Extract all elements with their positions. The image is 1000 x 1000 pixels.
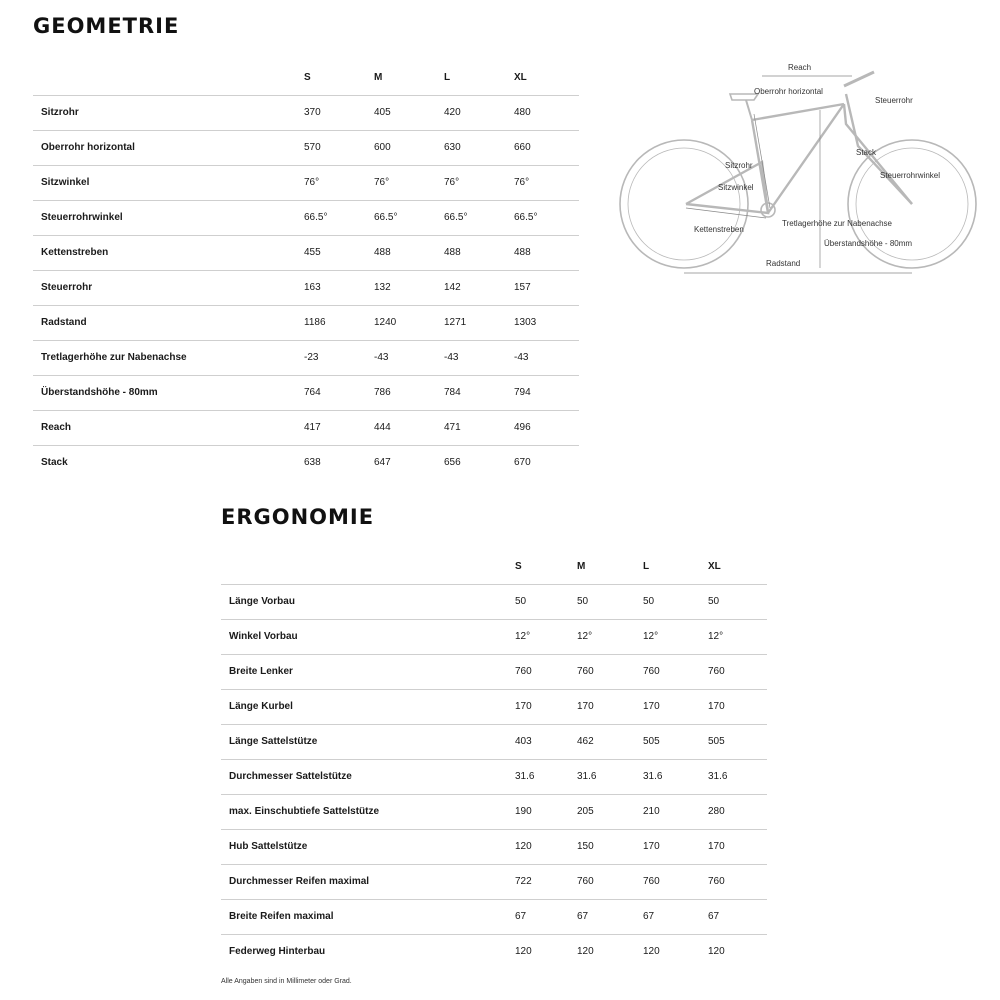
cell-value: 280 [708, 806, 725, 817]
cell-value: 67 [708, 911, 720, 922]
rear-wheel [620, 140, 748, 268]
cell-value: 170 [577, 701, 594, 712]
row-label: Oberrohr horizontal [41, 142, 135, 153]
row-label: Breite Lenker [229, 666, 293, 677]
cell-value: 67 [515, 911, 527, 922]
row-label: max. Einschubtiefe Sattelstütze [229, 806, 380, 817]
row-label: Kettenstreben [41, 247, 109, 258]
label-steuerrohr: Steuerrohr [875, 96, 913, 105]
cell-value: 370 [304, 107, 321, 118]
row-label: Stack [41, 457, 68, 468]
row-label: Breite Reifen maximal [229, 911, 334, 922]
table-row [221, 690, 767, 725]
cell-value: 471 [444, 422, 461, 433]
row-label: Radstand [41, 317, 87, 328]
footnote: Alle Angaben sind in Millimeter oder Grad. [221, 978, 352, 985]
ergonomics-header-label [221, 550, 515, 585]
cell-value: 794 [514, 387, 531, 398]
label-sitzwinkel: Sitzwinkel [718, 183, 754, 192]
cell-value: 405 [374, 107, 391, 118]
seatpost [746, 100, 752, 120]
cell-value: 660 [514, 142, 531, 153]
cell-value: 656 [444, 457, 461, 468]
seat-tube-dimension [754, 114, 770, 208]
cell-value: 132 [374, 282, 391, 293]
cell-value: 170 [643, 841, 660, 852]
geometry-header-size: XL [514, 72, 527, 83]
cell-value: 50 [643, 596, 655, 607]
row-label: Sitzwinkel [41, 177, 90, 188]
cell-value: 455 [304, 247, 321, 258]
table-row [33, 411, 579, 446]
row-label: Überstandshöhe - 80mm [41, 387, 158, 398]
cell-value: 600 [374, 142, 391, 153]
cell-value: 760 [643, 876, 660, 887]
geometry-header-size: M [374, 72, 383, 83]
label-sitzrohr: Sitzrohr [725, 161, 753, 170]
cell-value: 66.5° [514, 212, 538, 223]
cell-value: 647 [374, 457, 391, 468]
table-row [221, 620, 767, 655]
cell-value: 120 [515, 946, 532, 957]
cell-value: 505 [643, 736, 660, 747]
cell-value: 12° [708, 631, 724, 642]
cell-value: 50 [515, 596, 527, 607]
label-oberrohr: Oberrohr horizontal [754, 87, 823, 96]
cell-value: 488 [444, 247, 461, 258]
cell-value: 67 [643, 911, 655, 922]
geometry-header-row [33, 61, 579, 96]
row-label: Federweg Hinterbau [229, 946, 326, 957]
cell-value: 50 [577, 596, 589, 607]
bike-frame [686, 104, 912, 213]
cell-value: 66.5° [304, 212, 328, 223]
cell-value: 480 [514, 107, 531, 118]
table-row [221, 585, 767, 620]
cell-value: 66.5° [374, 212, 398, 223]
table-row [33, 376, 579, 411]
table-row [221, 935, 767, 970]
geometry-header-size: L [444, 72, 451, 83]
cell-value: 205 [577, 806, 594, 817]
cell-value: 120 [708, 946, 725, 957]
cell-value: 120 [577, 946, 594, 957]
table-row [33, 341, 579, 376]
label-stack: Stack [856, 148, 877, 157]
table-row [221, 795, 767, 830]
table-row [221, 900, 767, 935]
cell-value: 142 [444, 282, 461, 293]
ergonomics-section-title: ERGONOMIE [221, 505, 375, 529]
cell-value: 670 [514, 457, 531, 468]
row-label: Länge Kurbel [229, 701, 293, 712]
table-row [221, 655, 767, 690]
cell-value: 505 [708, 736, 725, 747]
label-steuerrohrwinkel: Steuerrohrwinkel [880, 171, 941, 180]
table-row [33, 306, 579, 341]
cell-value: 444 [374, 422, 391, 433]
cell-value: 12° [643, 631, 659, 642]
table-row [33, 271, 579, 306]
cell-value: 170 [643, 701, 660, 712]
ergonomics-table [221, 550, 767, 969]
row-label: Hub Sattelstütze [229, 841, 308, 852]
cell-value: 1303 [514, 317, 537, 328]
cell-value: -43 [374, 352, 389, 363]
cell-value: 120 [515, 841, 532, 852]
row-label: Länge Sattelstütze [229, 736, 318, 747]
table-row [33, 96, 579, 131]
cell-value: -43 [514, 352, 529, 363]
ergonomics-header-size: M [577, 561, 586, 572]
cell-value: 417 [304, 422, 321, 433]
cell-value: 488 [514, 247, 531, 258]
ergonomics-header-size: S [515, 561, 522, 572]
cell-value: 1271 [444, 317, 467, 328]
cell-value: 76° [444, 177, 460, 188]
row-label: Tretlagerhöhe zur Nabenachse [41, 352, 187, 363]
table-row [221, 865, 767, 900]
cell-value: 760 [643, 666, 660, 677]
cell-value: 170 [515, 701, 532, 712]
label-ueberstand: Überstandshöhe - 80mm [824, 239, 913, 248]
table-row [221, 830, 767, 865]
cell-value: 420 [444, 107, 461, 118]
label-kettenstreben: Kettenstreben [694, 225, 744, 234]
cell-value: 764 [304, 387, 321, 398]
cell-value: 31.6 [643, 771, 663, 782]
row-label: Länge Vorbau [229, 596, 295, 607]
cell-value: 403 [515, 736, 532, 747]
label-reach: Reach [788, 63, 812, 72]
cell-value: 784 [444, 387, 461, 398]
cell-value: 150 [577, 841, 594, 852]
label-radstand: Radstand [766, 259, 801, 268]
row-label: Steuerrohrwinkel [41, 212, 123, 223]
cell-value: 76° [514, 177, 530, 188]
cell-value: 120 [643, 946, 660, 957]
row-label: Sitzrohr [41, 107, 79, 118]
geometry-header-size: S [304, 72, 311, 83]
row-label: Durchmesser Reifen maximal [229, 876, 370, 887]
cell-value: 760 [515, 666, 532, 677]
rear-wheel-rim [628, 148, 740, 260]
cell-value: 31.6 [708, 771, 728, 782]
cell-value: 630 [444, 142, 461, 153]
cell-value: 170 [708, 841, 725, 852]
table-row [33, 166, 579, 201]
handlebar [844, 72, 874, 86]
ergonomics-header-row [221, 550, 767, 585]
table-row [221, 725, 767, 760]
row-label: Steuerrohr [41, 282, 93, 293]
cell-value: 163 [304, 282, 321, 293]
ergonomics-header-size: L [643, 561, 650, 572]
cell-value: 760 [708, 666, 725, 677]
row-label: Durchmesser Sattelstütze [229, 771, 352, 782]
cell-value: 12° [577, 631, 593, 642]
cell-value: 462 [577, 736, 594, 747]
table-row [33, 446, 579, 481]
ergonomics-header-size: XL [708, 561, 721, 572]
cell-value: 496 [514, 422, 531, 433]
cell-value: 31.6 [515, 771, 535, 782]
cell-value: 67 [577, 911, 589, 922]
cell-value: 76° [304, 177, 320, 188]
cell-value: 190 [515, 806, 532, 817]
label-tretlager: Tretlagerhöhe zur Nabenachse [782, 219, 892, 228]
cell-value: 66.5° [444, 212, 468, 223]
cell-value: 12° [515, 631, 531, 642]
cell-value: 570 [304, 142, 321, 153]
cell-value: 786 [374, 387, 391, 398]
cell-value: 638 [304, 457, 321, 468]
cell-value: 488 [374, 247, 391, 258]
cell-value: 760 [577, 666, 594, 677]
cell-value: 170 [708, 701, 725, 712]
cell-value: 1186 [304, 317, 326, 328]
cell-value: 157 [514, 282, 531, 293]
cell-value: 722 [515, 876, 532, 887]
table-row [33, 236, 579, 271]
cell-value: 50 [708, 596, 720, 607]
geometry-section-title: GEOMETRIE [33, 14, 180, 38]
geometry-header-label [33, 61, 304, 96]
cell-value: 760 [577, 876, 594, 887]
row-label: Reach [41, 422, 72, 433]
cell-value: -43 [444, 352, 459, 363]
bike-geometry-diagram [612, 58, 984, 280]
geometry-table [33, 61, 579, 480]
cell-value: 31.6 [577, 771, 597, 782]
cell-value: -23 [304, 352, 319, 363]
cell-value: 210 [643, 806, 660, 817]
row-label: Winkel Vorbau [229, 631, 298, 642]
cell-value: 760 [708, 876, 725, 887]
table-row [33, 131, 579, 166]
table-row [33, 201, 579, 236]
cell-value: 76° [374, 177, 390, 188]
table-row [221, 760, 767, 795]
cell-value: 1240 [374, 317, 397, 328]
